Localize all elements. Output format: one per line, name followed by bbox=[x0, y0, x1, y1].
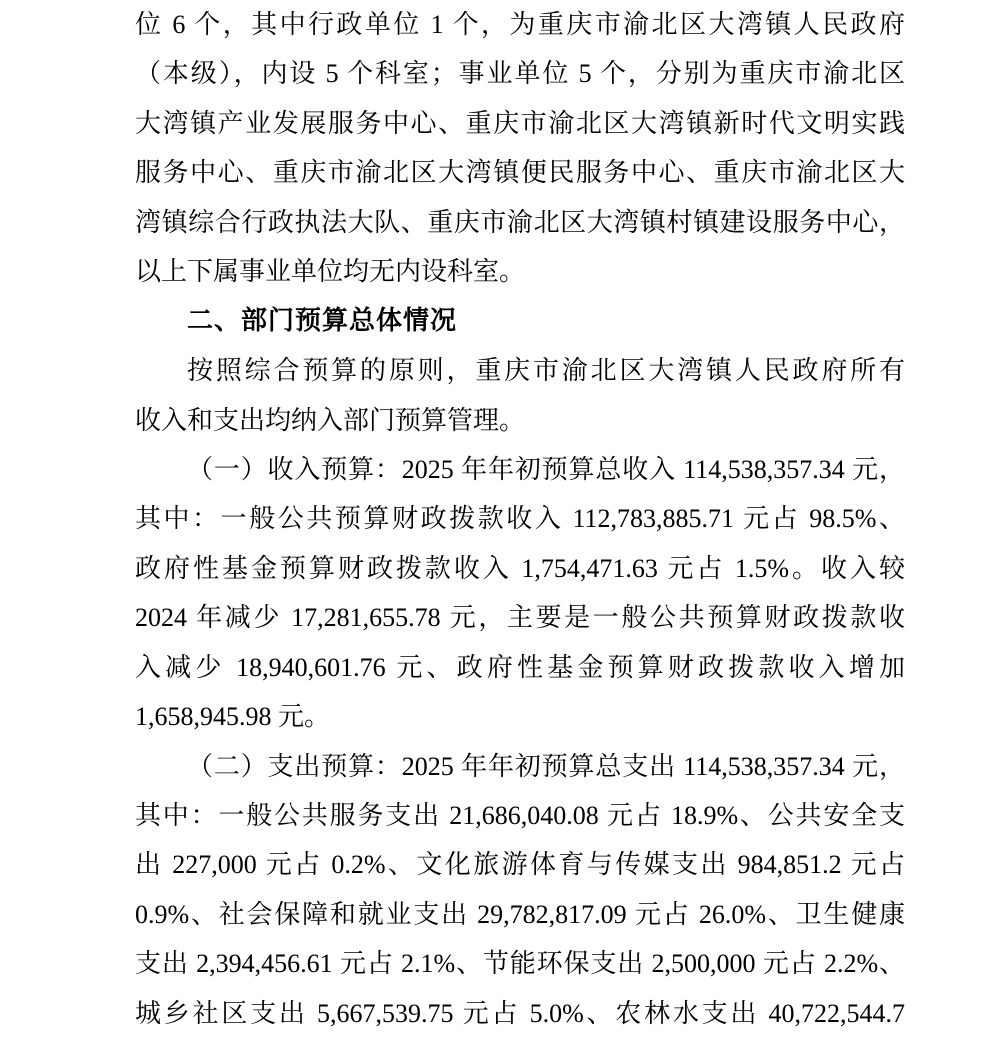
text-line: 其中：一般公共预算财政拨款收入 112,783,885.71 元占 98.5%、 bbox=[135, 504, 905, 534]
section-heading: 二、部门预算总体情况 bbox=[187, 305, 458, 336]
text-line: 1,658,945.98 元。 bbox=[135, 702, 331, 732]
text-line: 大湾镇产业发展服务中心、重庆市渝北区大湾镇新时代文明实践 bbox=[135, 108, 905, 138]
text-line: 出 227,000 元占 0.2%、文化旅游体育与传媒支出 984,851.2 元占 bbox=[135, 850, 905, 880]
text-line: 2024 年减少 17,281,655.78 元，主要是一般公共预算财政拨款收 bbox=[135, 603, 905, 633]
text-line: 以上下属事业单位均无内设科室。 bbox=[135, 257, 526, 287]
text-line: 城乡社区支出 5,667,539.75 元占 5.0%、农林水支出 40,722,544.7 bbox=[135, 998, 905, 1028]
text-line: 按照综合预算的原则，重庆市渝北区大湾镇人民政府所有 bbox=[187, 356, 905, 386]
text-line: （二）支出预算：2025 年年初预算总支出 114,538,357.34 元， bbox=[187, 751, 905, 781]
text-line: （本级），内设 5 个科室；事业单位 5 个，分别为重庆市渝北区 bbox=[135, 59, 905, 89]
text-line: 湾镇综合行政执法大队、重庆市渝北区大湾镇村镇建设服务中心， bbox=[135, 207, 905, 237]
text-line: 0.9%、社会保障和就业支出 29,782,817.09 元占 26.0%、卫生健康 bbox=[135, 899, 905, 929]
text-line: 收入和支出均纳入部门预算管理。 bbox=[135, 405, 526, 435]
text-line: （一）收入预算：2025 年年初预算总收入 114,538,357.34 元， bbox=[187, 454, 905, 484]
text-line: 位 6 个，其中行政单位 1 个，为重庆市渝北区大湾镇人民政府 bbox=[135, 10, 905, 39]
text-line: 其中：一般公共服务支出 21,686,040.08 元占 18.9%、公共安全支 bbox=[135, 801, 905, 830]
text-line: 支出 2,394,456.61 元占 2.1%、节能环保支出 2,500,000 元占 2.2%、 bbox=[135, 949, 905, 979]
text-line: 服务中心、重庆市渝北区大湾镇便民服务中心、重庆市渝北区大 bbox=[135, 158, 905, 188]
text-line: 政府性基金预算财政拨款收入 1,754,471.63 元占 1.5%。收入较 bbox=[135, 553, 905, 583]
text-line: 入减少 18,940,601.76 元、政府性基金预算财政拨款收入增加 bbox=[135, 652, 905, 682]
